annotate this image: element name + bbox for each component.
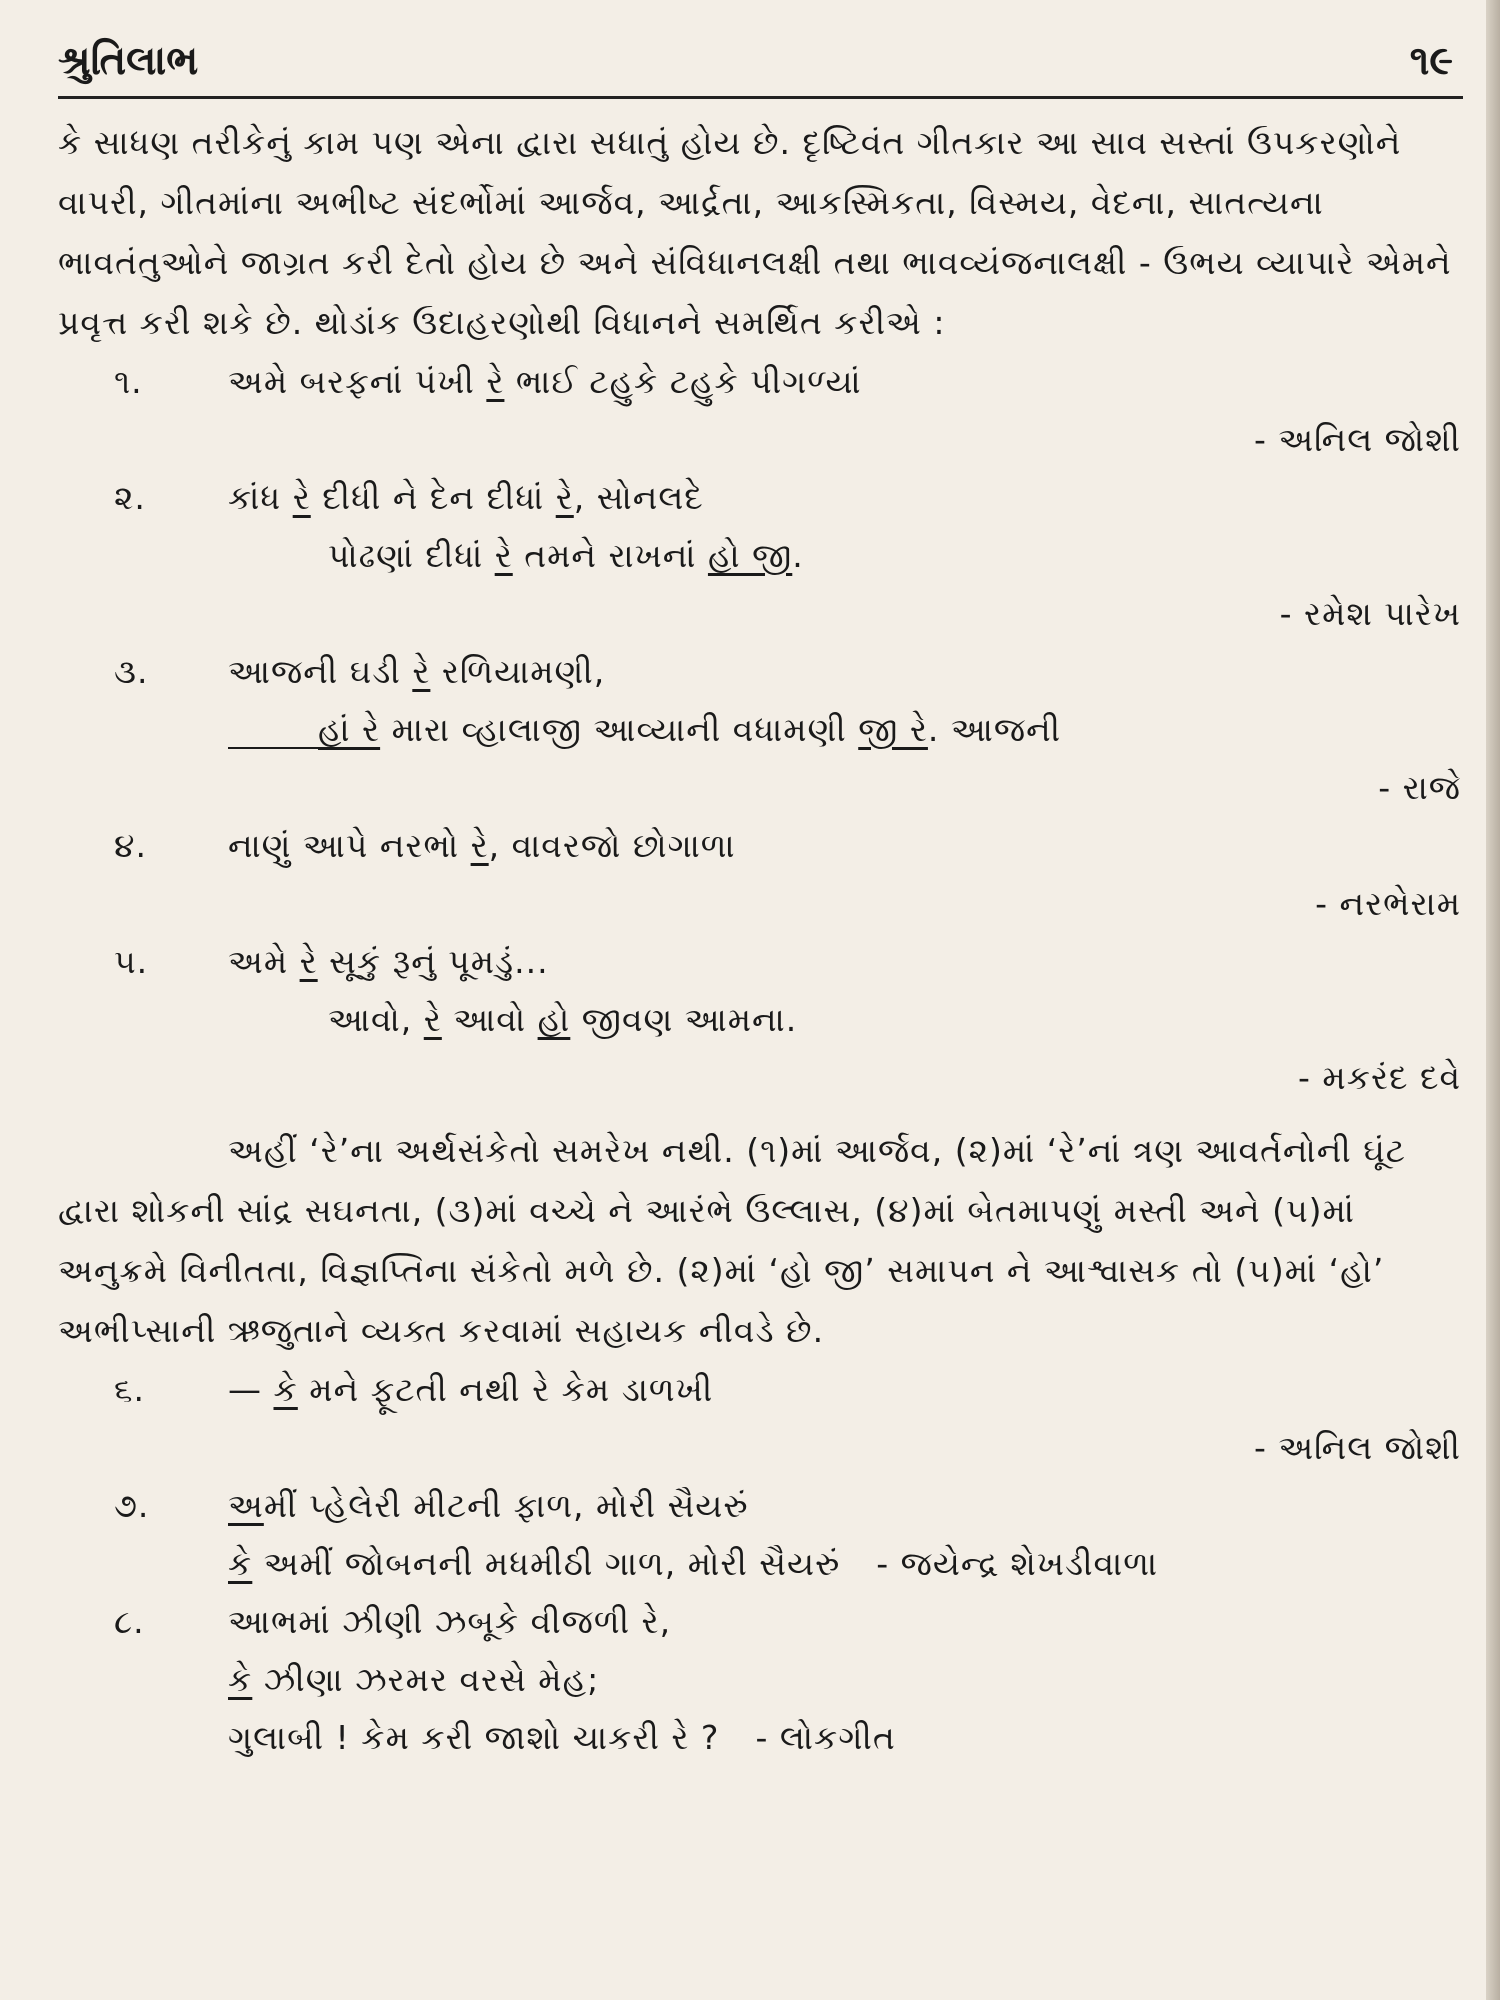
verse-text: કાંધ <box>228 478 293 517</box>
verse-text: આજની ઘડી <box>228 652 413 691</box>
verse-text: અમીં જોબનની મધમીઠી ગાળ, મોરી સૈયરું <box>252 1544 841 1583</box>
page-number: ૧૯ <box>1409 38 1453 84</box>
underlined-word: હો જી <box>707 536 793 575</box>
intro-paragraph: કે સાધણ તરીકેનું કામ પણ એના દ્વારા સધાતું હોય છે. દૃષ્ટિવંત ગીતકાર આ સાવ સસ્તાં ઉપકરણોને વાપરી, ગીતમાંના અભીષ્ટ સંદર્ભોમાં આર્જવ, આર્દ્રતા, આકસ્મિકતા, વિસ્મય, વેદના, સાતત્યના ભાવતંતુઓને જાગ્રત કરી દેતો હોય છે અને સંવિધાનલક્ષી તથા ભાવવ્યંજનાલક્ષી - ઉભય વ્યાપારે એમને પ્રવૃત્ત કરી શકે છે. થોડાંક ઉદાહરણોથી વિધાનને સમર્થિત કરીએ : <box>58 123 1452 342</box>
verse-text: આભમાં ઝીણી ઝબૂકે વીજળી રે, <box>228 1602 672 1641</box>
example-number: ૬. <box>114 1370 145 1409</box>
example-7 <box>58 1477 1463 1593</box>
attribution: - જયેન્દ્ર શેખડીવાળા <box>876 1544 1159 1583</box>
verse-text: આવો, <box>328 1000 424 1039</box>
underlined-word: હો <box>537 1000 571 1039</box>
verse-text: સૂકું રૂનું પૂમડું... <box>317 942 549 981</box>
attribution: - નરભેરામ <box>1315 884 1461 923</box>
example-number: ૩. <box>114 652 149 691</box>
underlined-word: રે <box>494 536 513 575</box>
underlined-word: કે <box>273 1370 298 1409</box>
example-6 <box>58 1361 1463 1477</box>
verse-text: દીધી ને દેન દીધાં <box>310 478 556 517</box>
example-2 <box>58 469 1463 643</box>
underlined-word: રે <box>412 652 431 691</box>
verse-text: મીં પ્હેલેરી મીટની ફાળ, મોરી સૈયરું <box>263 1486 749 1525</box>
verse-text: આવો <box>441 1000 538 1039</box>
underlined-word: રે <box>486 362 505 401</box>
example-4 <box>58 817 1463 933</box>
verse-line <box>228 1361 1463 1419</box>
page-header <box>58 38 1463 99</box>
underlined-word: જી રે <box>858 710 928 749</box>
verse-line <box>328 527 1463 585</box>
verse-line <box>228 701 1463 759</box>
verse-line <box>228 353 1463 411</box>
example-5 <box>58 933 1463 1107</box>
example-number: ૭. <box>114 1486 150 1525</box>
attribution: - રમેશ પારેખ <box>1279 594 1461 633</box>
verse-line <box>228 1477 1463 1535</box>
underlined-word: રે <box>299 942 318 981</box>
verse-text: મને ફૂટતી નથી રે કેમ ડાળખી <box>297 1370 714 1409</box>
verse-line <box>228 1593 1463 1651</box>
verse-text: ગુલાબી ! કેમ કરી જાશો ચાકરી રે ? <box>228 1718 720 1757</box>
blank-rule <box>228 747 318 749</box>
verse-text: ભાઈ ટહુકે ટહુકે પીગળ્યાં <box>504 362 862 401</box>
attribution: - અનિલ જોશી <box>1253 1428 1461 1467</box>
verse-text: — <box>228 1370 274 1409</box>
example-1 <box>58 353 1463 469</box>
analysis-paragraph: અહીં ‘રે’ના અર્થસંકેતો સમરેખ નથી. (૧)માં આર્જવ, (૨)માં ‘રે’નાં ત્રણ આવર્તનોની ઘૂંટ દ્વારા શોકની સાંદ્ર સઘનતા, (૩)માં વચ્ચે ને આરંભે ઉલ્લાસ, (૪)માં બેતમાપણું મસ્તી અને (૫)માં અનુક્રમે વિનીતતા, વિજ્ઞપ્તિના સંકેતો મળે છે. (૨)માં ‘હો જી’ સમાપન ને આશ્વાસક તો (૫)માં ‘હો’ અભીપ્સાની ઋજુતાને વ્યક્ત કરવામાં સહાયક નીવડે છે. <box>58 1131 1406 1350</box>
verse-line <box>228 933 1463 991</box>
verse-text: ઝીણા ઝરમર વરસે મેહ; <box>252 1660 600 1699</box>
verse-text: નાણું આપે નરભો <box>228 826 471 865</box>
verse-line <box>328 991 1463 1049</box>
example-number: ૪. <box>114 826 147 865</box>
example-number: ૧. <box>114 362 143 401</box>
underlined-word: રે <box>555 478 574 517</box>
example-number: ૨. <box>114 478 146 517</box>
verse-text: અમે <box>228 942 300 981</box>
verse-text: રળિયામણી, <box>430 652 606 691</box>
attribution: - રાજે <box>1378 768 1461 807</box>
underlined-word: અ <box>228 1486 264 1525</box>
verse-line <box>228 817 1463 875</box>
verse-line <box>228 1651 1463 1709</box>
running-title: શ્રુતિલાભ <box>58 38 199 84</box>
verse-text: જીવણ આમના. <box>570 1000 798 1039</box>
attribution: - લોકગીત <box>755 1718 896 1757</box>
verse-line <box>228 1535 1463 1593</box>
verse-text: મારા વ્હાલાજી આવ્યાની વધામણી <box>380 710 859 749</box>
verse-text: . <box>792 536 804 575</box>
verse-line <box>228 1709 1463 1767</box>
verse-text: , વાવરજો છોગાળા <box>488 826 736 865</box>
example-number: ૫. <box>114 942 149 981</box>
page-edge-shadow <box>1486 0 1500 2000</box>
verse-line <box>228 643 1463 701</box>
attribution: - અનિલ જોશી <box>1253 420 1461 459</box>
verse-text: . આજની <box>927 710 1062 749</box>
underlined-word: રે <box>470 826 489 865</box>
example-8 <box>58 1593 1463 1767</box>
underlined-word: કે <box>228 1660 253 1699</box>
verse-text: પોઢણાં દીધાં <box>328 536 495 575</box>
example-3 <box>58 643 1463 817</box>
verse-text: અમે બરફનાં પંખી <box>228 362 487 401</box>
verse-text: , સોનલદે <box>573 478 704 517</box>
example-number: ૮. <box>114 1602 145 1641</box>
verse-line <box>228 469 1463 527</box>
underlined-word: રે <box>423 1000 442 1039</box>
underlined-word: હાં રે <box>318 710 381 749</box>
underlined-word: કે <box>228 1544 253 1583</box>
underlined-word: રે <box>292 478 311 517</box>
verse-text: તમને રાખનાં <box>512 536 708 575</box>
attribution: - મકરંદ દવે <box>1298 1058 1461 1097</box>
